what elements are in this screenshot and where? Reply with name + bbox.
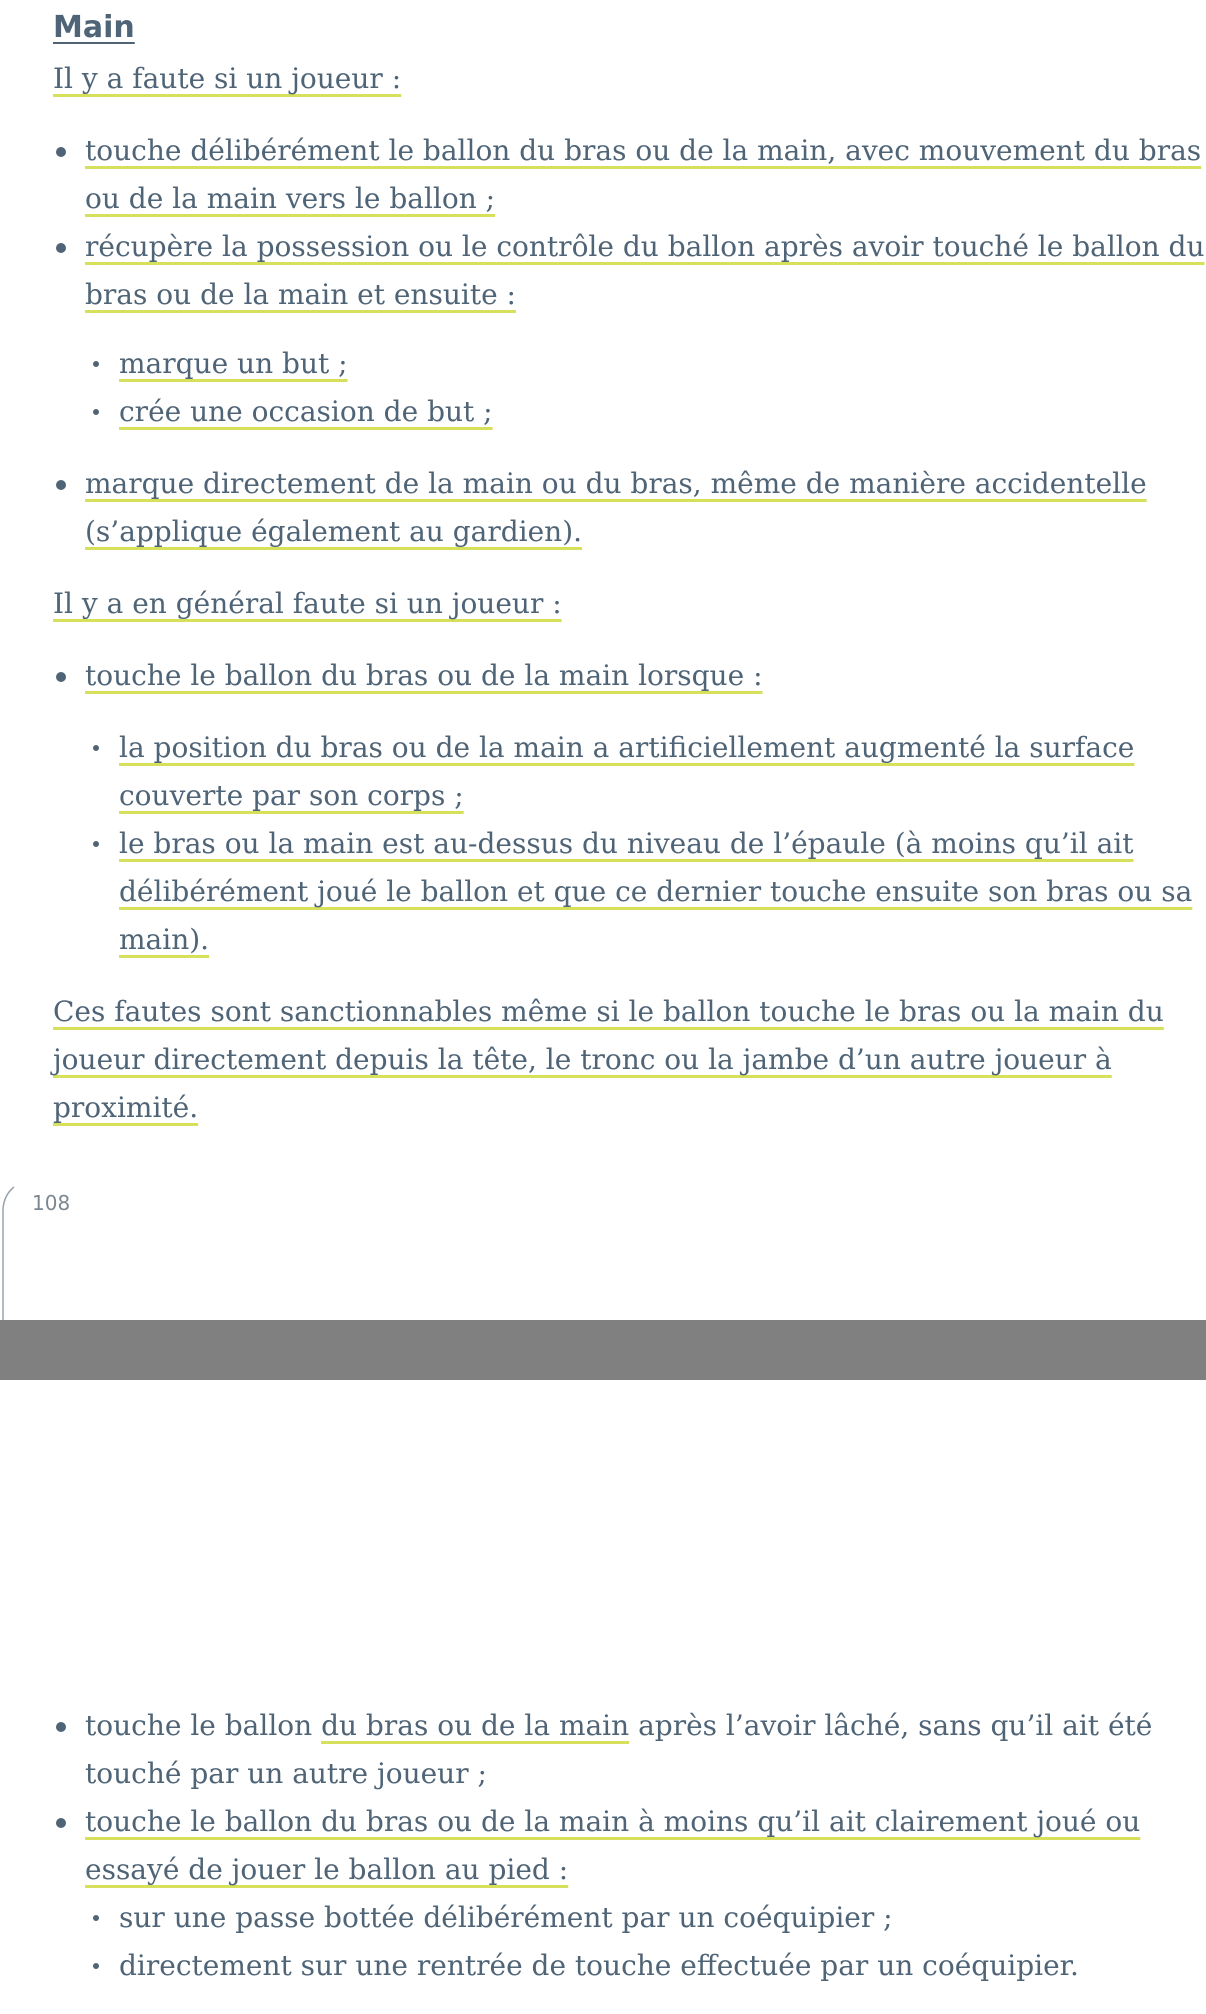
list-item: crée une occasion de but ; (87, 388, 1206, 436)
list-item: le bras ou la main est au-dessus du niveau de l’épaule (à moins qu’il ait délibérément joué le ballon et que ce dernier touche ensuite son bras ou sa main). (87, 820, 1206, 964)
list-item: directement sur une rentrée de touche effectuée par un coéquipier. (87, 1942, 1206, 1990)
intro-paragraph-2 (53, 580, 1173, 628)
page-corner-bracket (0, 1185, 16, 1325)
fault-list-1 (53, 127, 1206, 319)
fault-list-3 (53, 1702, 1206, 1894)
list-item: touche le ballon du bras ou de la main à moins qu’il ait clairement joué ou essayé de jouer le ballon au pied : (53, 1798, 1206, 1894)
list-item: récupère la possession ou le contrôle du ballon après avoir touché le ballon du bras ou de la main et ensuite : (53, 223, 1206, 319)
list-item: touche le ballon du bras ou de la main lorsque : (53, 652, 1206, 700)
intro-text-1: Il y a faute si un joueur : (53, 62, 402, 95)
fault-list-1-continued (53, 460, 1206, 556)
list-item: la position du bras ou de la main a artificiellement augmenté la surface couverte par son corps ; (87, 724, 1206, 820)
fault-sublist-3 (87, 1894, 1206, 1990)
fault-sublist-1 (87, 340, 1206, 436)
list-item: touche le ballon du bras ou de la main après l’avoir lâché, sans qu’il ait été touché par un autre joueur ; (53, 1702, 1206, 1798)
fault-sublist-2 (87, 724, 1206, 964)
fault-list-2 (53, 652, 1206, 700)
list-item: touche délibérément le ballon du bras ou de la main, avec mouvement du bras ou de la main vers le ballon ; (53, 127, 1206, 223)
document-page-bottom (0, 1380, 1206, 2014)
intro-paragraph-1 (53, 55, 1173, 103)
page-number: 108 (32, 1191, 71, 1215)
closing-paragraph (53, 988, 1173, 1132)
closing-text: Ces fautes sont sanctionnables même si le ballon touche le bras ou la main du joueur directement depuis la tête, le tronc ou la jambe d’un autre joueur à proximité. (53, 995, 1164, 1124)
intro-text-2: Il y a en général faute si un joueur : (53, 587, 562, 620)
list-item: marque directement de la main ou du bras, même de manière accidentelle (s’applique également au gardien). (53, 460, 1206, 556)
page-separator (0, 1320, 1206, 1380)
list-item: marque un but ; (87, 340, 1206, 388)
section-heading: Main (53, 10, 135, 45)
list-item: sur une passe bottée délibérément par un coéquipier ; (87, 1894, 1206, 1942)
